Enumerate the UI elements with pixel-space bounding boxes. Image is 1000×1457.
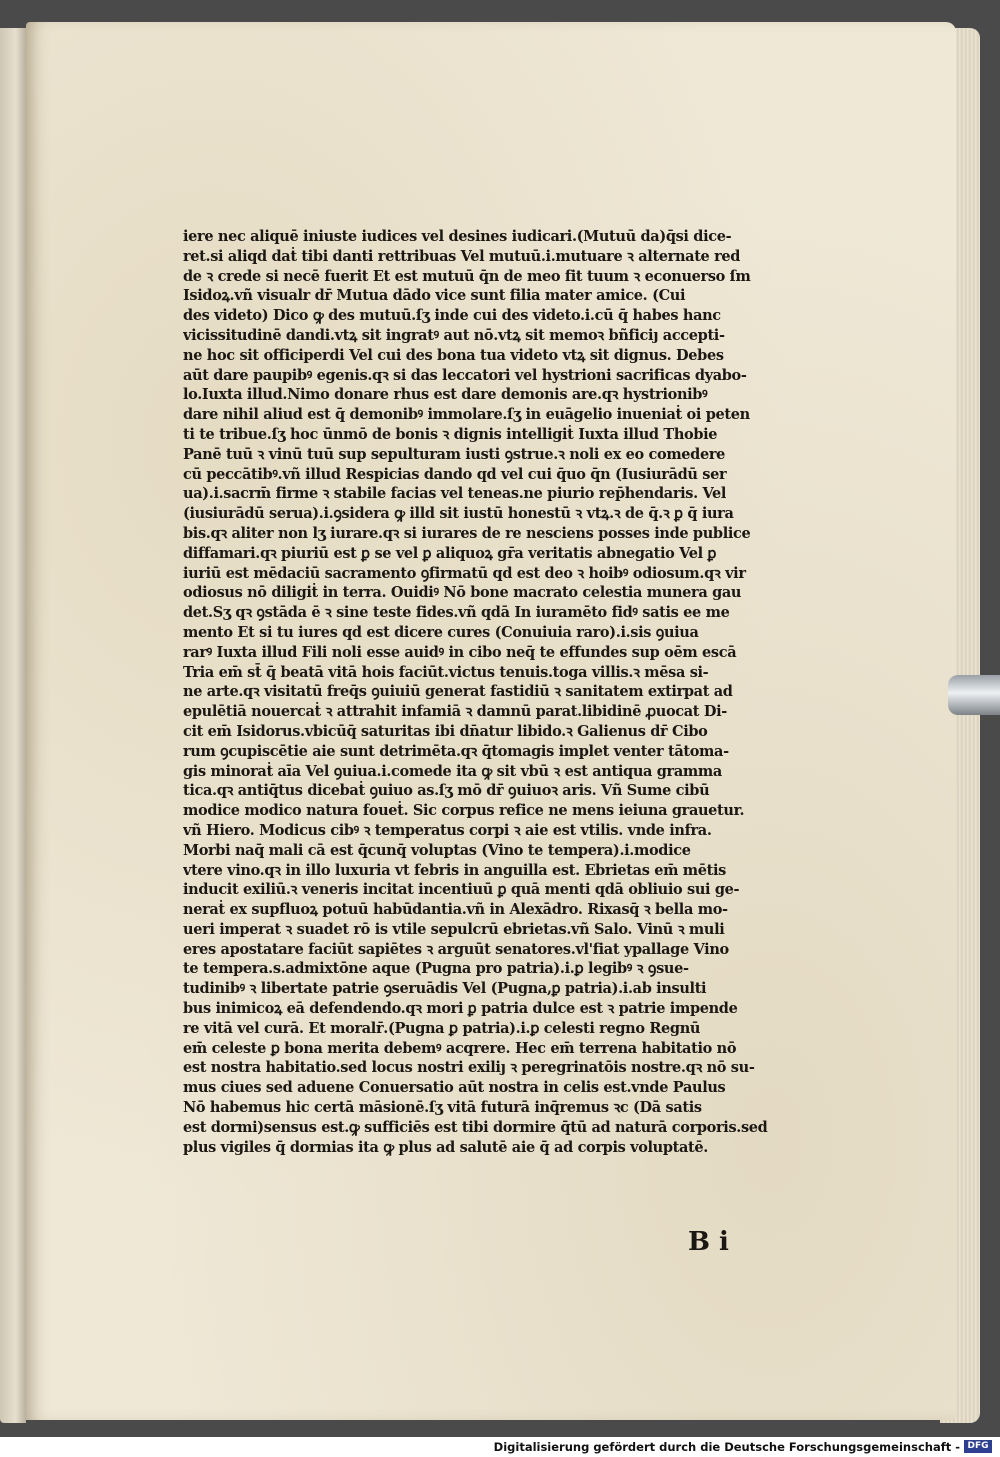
text-line: gis minoraṫ aīa Vel ꝯuiua.i.comede ita ꝙ sit vbū ꝛ est antiqua gramma xyxy=(183,762,722,780)
text-line: est dormi)sensus est.ꝙ sufficiēs est tibi dormire q̄tū ad naturā corporis.sed xyxy=(183,1118,768,1136)
text-line: aūt dare paupibꝰ egenis.qꝛ si das leccatori vel hystrioni sacrificas dyabo- xyxy=(183,366,747,384)
book-page xyxy=(26,22,956,1420)
text-line: re vitā vel curā. Et moralr̄.(Pugna ꝑ patria).i.ꝑ celesti regno Regnū xyxy=(183,1019,701,1037)
text-line: ua).i.sacrm̄ firme ꝛ stabile facias vel teneas.ne piurio rep̄hendaris. Vel xyxy=(183,485,727,503)
text-line: ret.si aliqd daṫ tibi danti rettribuas Vel mutuū.i.mutuare ꝛ alternate red xyxy=(183,247,741,265)
text-line: tudinibꝰ ꝛ libertate patrie ꝯseruādis Vel (Pugna,ꝑ patria).i.ab insulti xyxy=(183,980,707,998)
text-line: (iusiurādū serua).i.ꝯsidera ꝙ illd sit iustū honestū ꝛ vtꝝ.ꝛ de q̄.ꝛ ꝑ q̄ iura xyxy=(183,505,734,523)
text-line: eres apostatare faciūt sapiētes ꝛ arguūt senatores.vl'fiat ypallage Vino xyxy=(183,940,729,958)
text-line: diffamari.qꝛ piuriū est ꝑ se vel ꝑ aliquoꝝ gr̄a veritatis abnegatio Vel ꝑ xyxy=(183,544,717,562)
text-line: inducit exiliū.ꝛ veneris incitat incentiuū ꝑ quā menti qdā obliuio sui ge- xyxy=(183,881,740,899)
text-line: est nostra habitatio.sed locus nostri exiliȷ ꝛ peregrinatōis nostre.qꝛ nō su- xyxy=(183,1059,755,1077)
facing-page-edge xyxy=(0,28,26,1423)
text-line: mus ciues sed aduene Conuersatio aūt nostra in celis est.vnde Paulus xyxy=(183,1079,726,1097)
footer-bar xyxy=(0,1437,1000,1457)
funding-credit: Digitalisierung gefördert durch die Deutsche Forschungsgemeinschaft - xyxy=(493,1440,960,1454)
text-line: dare nihil aliud est q̄ demonibꝰ immolare.ſʒ in euāgelio inueniaṫ oi peten xyxy=(183,406,750,424)
text-line: Morbi naq̄ mali cā est q̄cunq̄ voluptas (Vino te tempera).i.modice xyxy=(183,841,691,859)
text-line: epulētiā nouercaṫ ꝛ attrahit infamiā ꝛ damnū parat.libidinē ꝓuocat Di- xyxy=(183,703,727,721)
text-line: rarꝰ Iuxta illud Fili noli esse auidꝰ in cibo neq̄ te effundes sup oēm escā xyxy=(183,643,737,661)
text-line: tica.qꝛ antiq̄tus dicebaṫ ꝯuiuo as.ſʒ mō dr̄ ꝯuiuoꝛ aris. Vñ Sume cibū xyxy=(183,782,710,800)
dfg-logo: DFG xyxy=(964,1440,992,1453)
text-line: cit em̄ Isidorus.vbicūq̄ saturitas ibi dn̄atur libido.ꝛ Galienus dr̄ Cibo xyxy=(183,722,708,740)
text-line: ueri imperat ꝛ suadet rō is vtile sepulcrū ebrietas.vñ Salo. Vinū ꝛ muli xyxy=(183,920,725,938)
page-clip xyxy=(948,675,1000,715)
text-line: vicissitudinē dandi.vtꝝ sit ingratꝰ aut nō.vtꝝ sit memoꝛ bñficiȷ accepti- xyxy=(183,326,725,344)
text-line: iuriū est mēdaciū sacramento ꝯfirmatū qd est deo ꝛ hoibꝰ odiosum.qꝛ vir xyxy=(183,564,746,582)
text-line: lo.Iuxta illud.Nimo donare rhus est dare demonis are.qꝛ hystrionibꝰ xyxy=(183,386,708,404)
text-line: cū peccātibꝰ.vñ illud Respicias dando qd vel cui q̄uo q̄n (Iusiurādū ser xyxy=(183,465,727,483)
text-line: ne arte.qꝛ visitatū freq̄s ꝯuiuiū generat fastidiū ꝛ sanitatem extirpat ad xyxy=(183,683,733,701)
text-line: plus vigiles q̄ dormias ita ꝙ plus ad salutē aie q̄ ad corpis voluptatē. xyxy=(183,1138,708,1156)
text-line: Panē tuū ꝛ vinū tuū sup sepulturam iusti ꝯstrue.ꝛ noli ex eo comedere xyxy=(183,445,726,463)
text-line: des videto) Dico ꝙ des mutuū.ſʒ inde cui des videto.i.cū q̄ habes hanc xyxy=(183,307,721,325)
text-line: iere nec aliquē iniuste iudices vel desines iudicari.(Mutuū da)q̄si dice- xyxy=(183,228,732,245)
text-line: Tria em̄ st̄ q̄ beatā vitā hois faciūt.victus tenuis.toga villis.ꝛ mēsa si- xyxy=(183,663,709,681)
text-line: neraṫ ex supfluoꝝ potuū habūdantia.vñ in Alexādro. Rixasq̄ ꝛ bella mo- xyxy=(183,901,728,919)
text-line: vñ Hiero. Modicus cibꝰ ꝛ temperatus corpi ꝛ aie est vtilis. vnde infra. xyxy=(183,821,712,839)
text-line: det.Sʒ qꝛ ꝯstāda ē ꝛ sine teste fides.vñ qdā In iuramēto fidꝰ satis ee me xyxy=(183,604,730,622)
text-line: Nō habemus hic certā māsionē.ſʒ vitā futurā inq̄remus ꝛc (Dā satis xyxy=(183,1099,702,1117)
text-line: Isidoꝝ.vñ visualr dr̄ Mutua dādo vice sunt filia mater amice. (Cui xyxy=(183,287,686,305)
text-line: vtere vino.qꝛ in illo luxuria vt febris in anguilla est. Ebrietas em̄ mētis xyxy=(183,861,726,879)
text-line: ne hoc sit officiperdi Vel cui des bona tua videto vtꝝ sit dignus. Debes xyxy=(183,346,724,364)
signature-mark: B i xyxy=(688,1227,729,1257)
text-block xyxy=(183,227,793,1157)
text-line: te tempera.s.admixtōne aque (Pugna pro patria).i.ꝑ legibꝰ ꝛ ꝯsue- xyxy=(183,960,689,978)
text-line: em̄ celeste ꝑ bona merita debemꝰ acqrere. Hec em̄ terrena habitatio nō xyxy=(183,1039,737,1057)
text-line: modice modico natura foueṫ. Sic corpus refice ne mens ieiuna grauetur. xyxy=(183,802,745,820)
text-line: bis.qꝛ aliter non lʒ iurare.qꝛ si iurares de re nesciens posses inde publice xyxy=(183,524,751,542)
text-line: ti te tribue.ſʒ hoc ūnmō de bonis ꝛ dignis intelligiṫ Iuxta illud Thobie xyxy=(183,425,718,443)
text-line: de ꝛ crede si necē fuerit Et est mutuū q̄n de meo fit tuum ꝛ econuerso ſm xyxy=(183,267,751,285)
text-line: bus inimicoꝝ eā defendendo.qꝛ mori ꝑ patria dulce est ꝛ patrie impende xyxy=(183,1000,738,1018)
text-line: rum ꝯcupiscētie aie sunt detrimēta.qꝛ q̄tomagis implet venter tātoma- xyxy=(183,742,729,760)
text-line: mento Et si tu iures qd est dicere cures (Conuiuia raro).i.sis ꝯuiua xyxy=(183,623,699,641)
text-line: odiosus nō diligiṫ in terra. Ouidiꝰ Nō bone macrato celestia munera gau xyxy=(183,584,742,602)
